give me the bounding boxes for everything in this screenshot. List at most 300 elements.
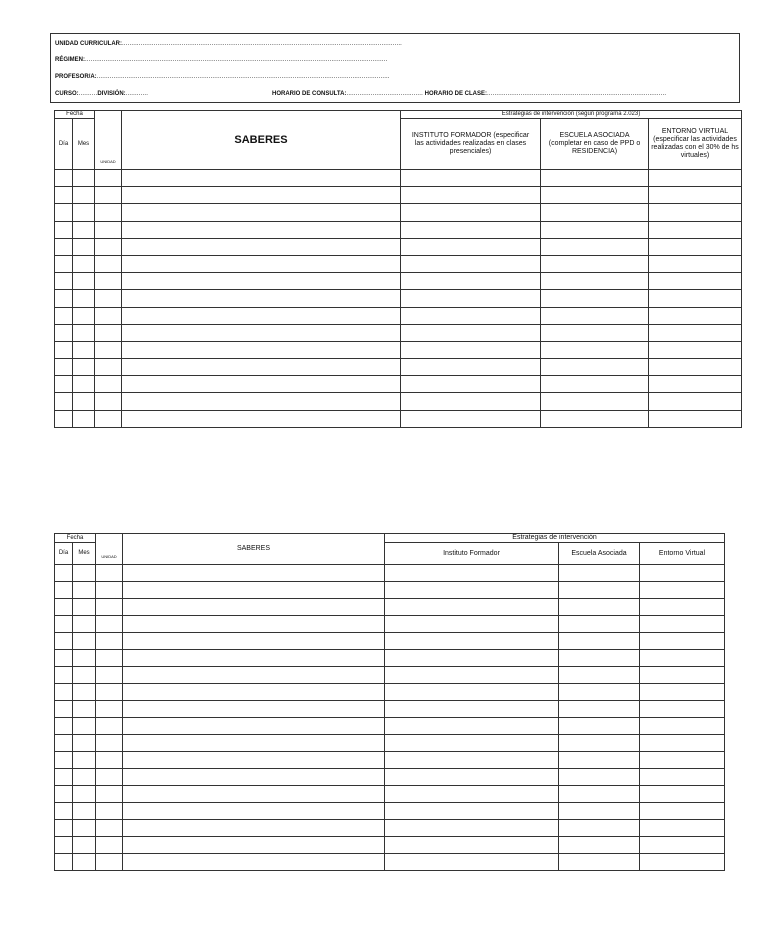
saberes-cell[interactable] [123,684,385,701]
table-row [55,769,725,786]
dia-cell[interactable] [55,376,73,393]
instituto-cell[interactable] [401,290,541,307]
table-row [55,599,725,616]
entorno-cell[interactable] [640,718,725,735]
horario-consulta-label: HORARIO DE CONSULTA: [272,91,347,97]
escuela-cell[interactable] [541,255,649,272]
table-row [55,667,725,684]
mes-cell[interactable] [73,854,96,871]
unidad-curricular-label: UNIDAD CURRICULAR: [55,41,122,47]
saberes-cell[interactable] [123,837,385,854]
escuela-cell[interactable] [559,786,640,803]
dia-cell[interactable] [55,684,73,701]
escuela-cell[interactable] [559,769,640,786]
table-row [55,204,742,221]
mes-cell[interactable] [73,255,95,272]
unidad-curricular-field[interactable]: ...................................................................................................................................................... [122,41,403,47]
saberes-cell[interactable] [122,290,401,307]
unidad-cell[interactable] [96,633,123,650]
profesor-label: PROFESOR/A: [55,74,97,80]
mes-cell[interactable] [73,718,96,735]
unidad-cell[interactable] [95,341,122,358]
dia-cell[interactable] [55,752,73,769]
curso-field[interactable]: .......... [78,91,98,97]
saberes-cell[interactable] [123,854,385,871]
estrategias-header: Estrategias de intervención (según programa 2.023) [401,111,742,119]
entorno-cell[interactable] [640,735,725,752]
escuela-cell[interactable] [559,718,640,735]
escuela-cell[interactable] [541,341,649,358]
table-row [55,616,725,633]
saberes-cell[interactable] [123,616,385,633]
horario-clase-field[interactable]: ................................................................................................ [487,91,667,97]
unidad-cell[interactable] [95,324,122,341]
mes-cell[interactable] [73,410,95,427]
escuela-cell[interactable] [559,599,640,616]
mes-cell[interactable] [73,684,96,701]
escuela-cell[interactable] [541,359,649,376]
unidad-cell[interactable] [95,170,122,187]
mes-cell[interactable] [73,221,95,238]
instituto-cell[interactable] [385,616,559,633]
fecha-header: Fecha [55,534,96,543]
unidad-cell[interactable] [95,238,122,255]
unidad-cell[interactable] [96,769,123,786]
saberes-cell[interactable] [122,307,401,324]
table-row [55,324,742,341]
unidad-cell[interactable] [96,565,123,582]
saberes-cell[interactable] [122,376,401,393]
escuela-cell[interactable] [559,667,640,684]
unidad-cell[interactable] [95,204,122,221]
dia-cell[interactable] [55,359,73,376]
mes-cell[interactable] [73,837,96,854]
saberes-cell[interactable] [122,204,401,221]
dia-cell[interactable] [55,633,73,650]
saberes-header: SABERES [122,111,401,170]
escuela-cell[interactable] [541,290,649,307]
entorno-cell[interactable] [649,273,742,290]
instituto-cell[interactable] [385,803,559,820]
instituto-cell[interactable] [401,307,541,324]
regimen-line [55,57,387,63]
entorno-cell[interactable] [640,667,725,684]
mes-cell[interactable] [73,341,95,358]
horario-consulta-field[interactable]: ......................................... [346,91,423,97]
escuela-cell[interactable] [541,393,649,410]
table-row [55,376,742,393]
unidad-cell[interactable] [96,599,123,616]
dia-cell[interactable] [55,324,73,341]
entorno-cell[interactable] [649,204,742,221]
dia-cell[interactable] [55,616,73,633]
mes-cell[interactable] [73,324,95,341]
escuela-cell[interactable] [559,701,640,718]
table-row [55,393,742,410]
unidad-cell[interactable] [96,803,123,820]
instituto-cell[interactable] [385,786,559,803]
entorno-cell[interactable] [640,599,725,616]
escuela-asociada-header: Escuela Asociada [559,543,640,565]
division-field[interactable]: ............ [125,91,149,97]
instituto-cell[interactable] [401,273,541,290]
escuela-cell[interactable] [559,820,640,837]
mes-cell[interactable] [73,238,95,255]
dia-cell[interactable] [55,735,73,752]
instituto-cell[interactable] [385,769,559,786]
instituto-cell[interactable] [385,837,559,854]
entorno-cell[interactable] [649,393,742,410]
escuela-cell[interactable] [559,752,640,769]
instituto-cell[interactable] [385,599,559,616]
instituto-cell[interactable] [385,701,559,718]
saberes-cell[interactable] [122,187,401,204]
table-row [55,170,742,187]
entorno-cell[interactable] [649,290,742,307]
entorno-cell[interactable] [640,752,725,769]
table-row [55,718,725,735]
fecha-header: Fecha [55,111,95,119]
dia-cell[interactable] [55,255,73,272]
regimen-field[interactable]: .................................................................................................................................................................. [85,57,388,63]
escuela-cell[interactable] [541,170,649,187]
table-row [55,221,742,238]
saberes-cell[interactable] [123,803,385,820]
unidad-cell[interactable] [96,820,123,837]
mes-cell[interactable] [73,307,95,324]
escuela-cell[interactable] [559,565,640,582]
entorno-cell[interactable] [649,255,742,272]
escuela-cell[interactable] [559,616,640,633]
escuela-cell[interactable] [559,803,640,820]
curso-line [55,91,148,97]
table-row [55,752,725,769]
entorno-cell[interactable] [640,684,725,701]
instituto-cell[interactable] [385,565,559,582]
escuela-cell[interactable] [541,204,649,221]
horario-clase-label: HORARIO DE CLASE: [424,91,488,97]
escuela-cell[interactable] [541,187,649,204]
mes-cell[interactable] [73,803,96,820]
mes-cell[interactable] [73,650,96,667]
saberes-cell[interactable] [123,701,385,718]
dia-cell[interactable] [55,273,73,290]
mes-cell[interactable] [73,599,96,616]
dia-cell[interactable] [55,393,73,410]
saberes-cell[interactable] [122,238,401,255]
planning-table-1 [54,110,742,428]
saberes-cell[interactable] [122,273,401,290]
unidad-cell[interactable] [96,837,123,854]
mes-cell[interactable] [73,290,95,307]
mes-cell[interactable] [73,170,95,187]
unidad-cell[interactable] [95,410,122,427]
instituto-cell[interactable] [401,204,541,221]
entorno-cell[interactable] [640,769,725,786]
unidad-cell[interactable] [96,735,123,752]
entorno-cell[interactable] [649,359,742,376]
instituto-cell[interactable] [401,410,541,427]
table-row [55,803,725,820]
dia-cell[interactable] [55,837,73,854]
entorno-cell[interactable] [640,582,725,599]
regimen-label: RÉGIMEN: [55,57,85,63]
entorno-cell[interactable] [649,307,742,324]
escuela-cell[interactable] [541,307,649,324]
escuela-cell[interactable] [541,324,649,341]
instituto-cell[interactable] [401,170,541,187]
escuela-cell[interactable] [541,238,649,255]
escuela-cell[interactable] [559,854,640,871]
table-row [55,837,725,854]
unidad-cell[interactable] [95,307,122,324]
profesor-line [55,74,390,80]
mes-cell[interactable] [73,701,96,718]
dia-cell[interactable] [55,341,73,358]
entorno-virtual-header: Entorno Virtual [640,543,725,565]
entorno-cell[interactable] [640,701,725,718]
entorno-cell[interactable] [640,803,725,820]
unidad-cell[interactable] [96,616,123,633]
unidad-cell[interactable] [95,187,122,204]
mes-cell[interactable] [73,633,96,650]
saberes-cell[interactable] [123,769,385,786]
instituto-cell[interactable] [401,255,541,272]
saberes-cell[interactable] [123,582,385,599]
dia-cell[interactable] [55,667,73,684]
entorno-cell[interactable] [640,650,725,667]
dia-cell[interactable] [55,238,73,255]
instituto-cell[interactable] [385,854,559,871]
planning-table-2 [54,533,725,871]
unidad-cell[interactable] [95,359,122,376]
instituto-cell[interactable] [401,393,541,410]
table-row [55,701,725,718]
instituto-cell[interactable] [401,341,541,358]
table-row [55,290,742,307]
instituto-formador-header: Instituto Formador [385,543,559,565]
entorno-cell[interactable] [649,187,742,204]
saberes-cell[interactable] [123,650,385,667]
dia-cell[interactable] [55,307,73,324]
entorno-virtual-header: ENTORNO VIRTUAL (especificar las actividades realizadas con el 30% de hs virtuales) [649,119,742,170]
division-label: DIVISIÓN: [97,91,126,97]
table-row [55,307,742,324]
saberes-cell[interactable] [123,752,385,769]
saberes-cell[interactable] [123,786,385,803]
instituto-cell[interactable] [385,752,559,769]
mes-cell[interactable] [73,204,95,221]
escuela-cell[interactable] [541,273,649,290]
entorno-cell[interactable] [640,786,725,803]
unidad-cell[interactable] [96,752,123,769]
unidad-cell[interactable] [96,582,123,599]
dia-cell[interactable] [55,290,73,307]
entorno-cell[interactable] [640,837,725,854]
saberes-header: SABERES [123,534,385,565]
table-row [55,238,742,255]
saberes-cell[interactable] [123,820,385,837]
entorno-cell[interactable] [649,341,742,358]
escuela-cell[interactable] [559,633,640,650]
unidad-cell[interactable] [95,273,122,290]
dia-cell[interactable] [55,718,73,735]
unidad-cell[interactable] [96,718,123,735]
mes-cell[interactable] [73,752,96,769]
dia-cell[interactable] [55,410,73,427]
entorno-cell[interactable] [640,820,725,837]
dia-header: Día [55,543,73,565]
unidad-cell[interactable] [96,684,123,701]
instituto-cell[interactable] [401,221,541,238]
instituto-cell[interactable] [401,187,541,204]
saberes-cell[interactable] [122,393,401,410]
saberes-cell[interactable] [123,565,385,582]
escuela-cell[interactable] [541,376,649,393]
unidad-cell[interactable] [96,650,123,667]
table-row [55,565,725,582]
unidad-cell[interactable] [95,376,122,393]
unidad-cell[interactable] [95,255,122,272]
table-row [55,359,742,376]
entorno-cell[interactable] [649,170,742,187]
entorno-cell[interactable] [640,854,725,871]
unidad-cell[interactable] [96,667,123,684]
header-box [50,33,740,103]
unidad-cell[interactable] [96,854,123,871]
table-row [55,582,725,599]
mes-cell[interactable] [73,667,96,684]
dia-header: Día [55,119,73,170]
saberes-cell[interactable] [123,599,385,616]
entorno-cell[interactable] [649,376,742,393]
escuela-cell[interactable] [559,735,640,752]
instituto-cell[interactable] [385,582,559,599]
escuela-cell[interactable] [559,650,640,667]
table-row [55,633,725,650]
table-row [55,410,742,427]
dia-cell[interactable] [55,701,73,718]
saberes-cell[interactable] [123,718,385,735]
instituto-cell[interactable] [401,238,541,255]
entorno-cell[interactable] [649,238,742,255]
mes-cell[interactable] [73,582,96,599]
curso-label: CURSO: [55,91,79,97]
mes-cell[interactable] [73,769,96,786]
dia-cell[interactable] [55,786,73,803]
unidad-curricular-line [55,41,402,47]
dia-cell[interactable] [55,599,73,616]
escuela-cell[interactable] [559,684,640,701]
escuela-cell[interactable] [559,582,640,599]
dia-cell[interactable] [55,650,73,667]
saberes-cell[interactable] [122,170,401,187]
dia-cell[interactable] [55,170,73,187]
escuela-asociada-header: ESCUELA ASOCIADA (completar en caso de PPD o RESIDENCIA) [541,119,649,170]
saberes-cell[interactable] [123,633,385,650]
estrategias-header: Estrategias de intervención [385,534,725,543]
dia-cell[interactable] [55,221,73,238]
saberes-cell[interactable] [122,221,401,238]
saberes-cell[interactable] [122,410,401,427]
saberes-cell[interactable] [122,324,401,341]
mes-cell[interactable] [73,393,95,410]
table-row [55,650,725,667]
instituto-cell[interactable] [385,667,559,684]
mes-cell[interactable] [73,616,96,633]
entorno-cell[interactable] [640,616,725,633]
entorno-cell[interactable] [649,410,742,427]
dia-cell[interactable] [55,854,73,871]
mes-cell[interactable] [73,565,96,582]
escuela-cell[interactable] [541,410,649,427]
table-row [55,820,725,837]
table-row [55,786,725,803]
entorno-cell[interactable] [649,221,742,238]
unidad-cell[interactable] [95,393,122,410]
unidad-cell[interactable] [96,701,123,718]
dia-cell[interactable] [55,204,73,221]
mes-cell[interactable] [73,376,95,393]
entorno-cell[interactable] [649,324,742,341]
mes-header: Mes [73,543,96,565]
mes-cell[interactable] [73,820,96,837]
dia-cell[interactable] [55,769,73,786]
instituto-cell[interactable] [385,718,559,735]
instituto-cell[interactable] [401,359,541,376]
saberes-cell[interactable] [122,255,401,272]
escuela-cell[interactable] [541,221,649,238]
table-row [55,854,725,871]
instituto-cell[interactable] [401,324,541,341]
dia-cell[interactable] [55,582,73,599]
instituto-cell[interactable] [385,633,559,650]
entorno-cell[interactable] [640,565,725,582]
instituto-cell[interactable] [401,376,541,393]
profesor-field[interactable]: ............................................................................................................................................................. [96,74,390,80]
unidad-cell[interactable] [96,786,123,803]
saberes-cell[interactable] [123,667,385,684]
instituto-cell[interactable] [385,735,559,752]
horario-line [272,91,666,97]
mes-cell[interactable] [73,735,96,752]
dia-cell[interactable] [55,187,73,204]
dia-cell[interactable] [55,803,73,820]
saberes-cell[interactable] [122,341,401,358]
saberes-cell[interactable] [123,735,385,752]
entorno-cell[interactable] [640,633,725,650]
mes-cell[interactable] [73,786,96,803]
mes-cell[interactable] [73,187,95,204]
mes-header: Mes [73,119,95,170]
instituto-cell[interactable] [385,650,559,667]
unidad-cell[interactable] [95,221,122,238]
unidad-cell[interactable] [95,290,122,307]
saberes-cell[interactable] [122,359,401,376]
table-row [55,255,742,272]
unidad-header: UNIDAD [96,534,123,565]
table-row [55,273,742,290]
instituto-cell[interactable] [385,820,559,837]
dia-cell[interactable] [55,820,73,837]
table-row [55,341,742,358]
dia-cell[interactable] [55,565,73,582]
mes-cell[interactable] [73,359,95,376]
mes-cell[interactable] [73,273,95,290]
unidad-header: UNIDAD [95,111,122,170]
instituto-cell[interactable] [385,684,559,701]
escuela-cell[interactable] [559,837,640,854]
